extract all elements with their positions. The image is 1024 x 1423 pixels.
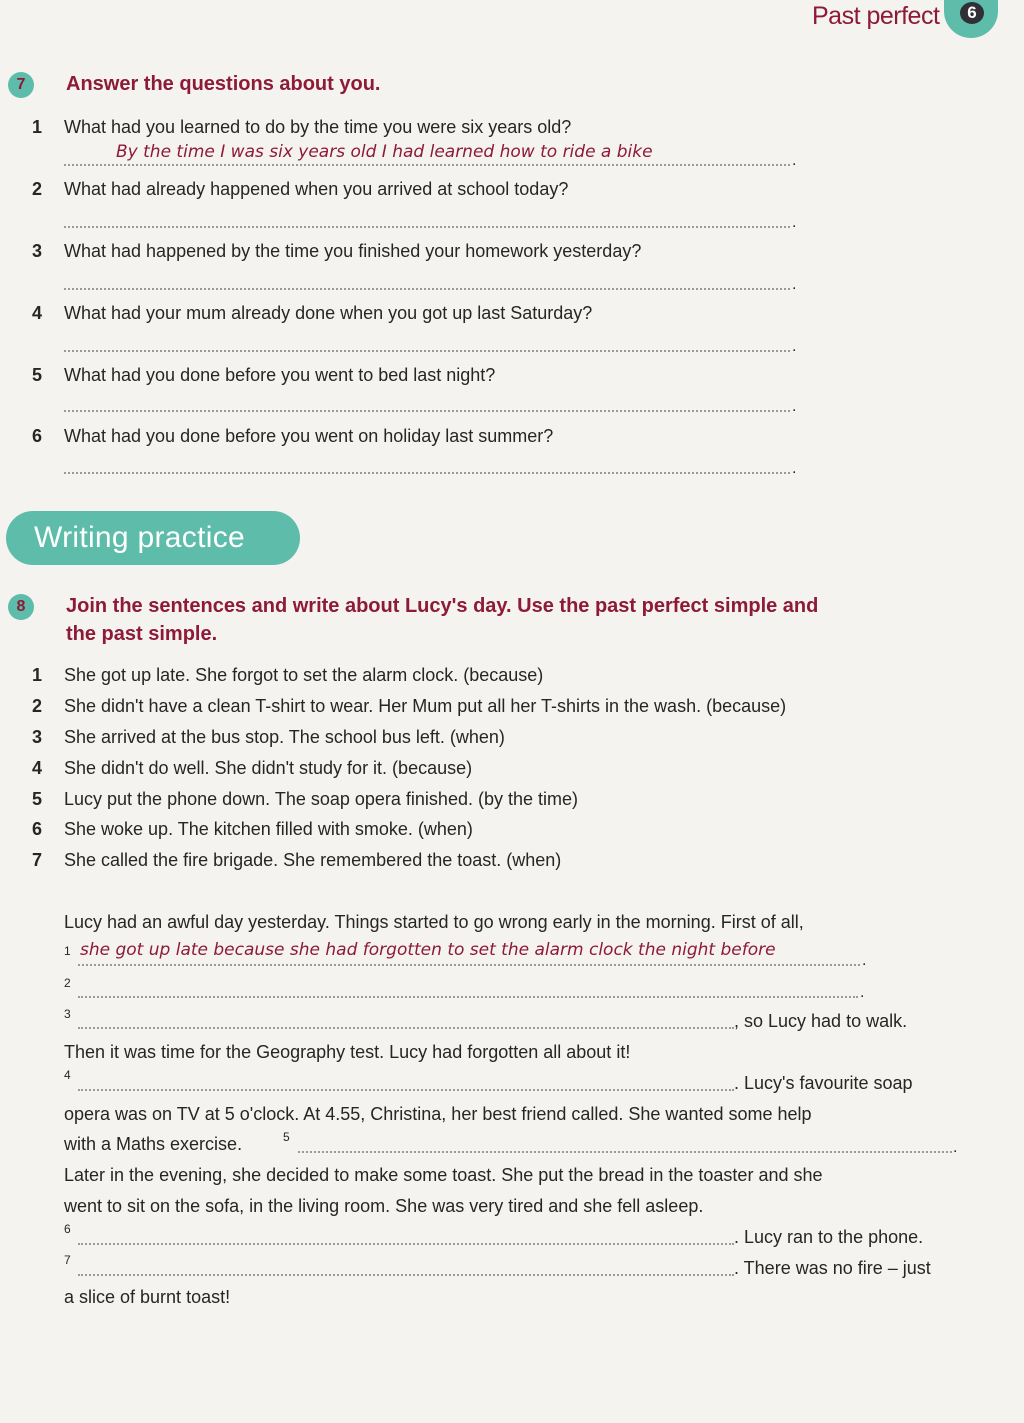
item-4-text: She didn't do well. She didn't study for it. (because) [64, 758, 473, 778]
question-4-number: 4 [32, 303, 43, 323]
story-gap-6-line[interactable] [78, 1243, 734, 1245]
question-1-answer: By the time I was six years old I had learned how to ride a bike [116, 142, 653, 162]
story-evening-line-2: went to sit on the sofa, in the living room. She was very tired and she fell asleep. [64, 1196, 704, 1216]
question-2-number: 2 [32, 179, 43, 199]
story-opera-line: opera was on TV at 5 o'clock. At 4.55, Christina, her best friend called. She wanted some help [64, 1104, 812, 1124]
section-header-pill [6, 511, 300, 565]
exercise-8-number: 8 [8, 594, 34, 620]
story-gap-7-line[interactable] [78, 1274, 734, 1276]
story-gap-5-number: 5 [283, 1130, 290, 1144]
exercise-7-number: 7 [8, 72, 34, 98]
item-5-text: Lucy put the phone down. The soap opera finished. (by the time) [64, 789, 578, 809]
story-gap-7-number: 7 [64, 1253, 71, 1267]
story-gap-1-line[interactable] [78, 964, 860, 966]
item-7-text: She called the fire brigade. She remembered the toast. (when) [64, 850, 562, 870]
item-7-number: 7 [32, 850, 43, 870]
story-geography-line: Then it was time for the Geography test. Lucy had forgotten all about it! [64, 1042, 631, 1062]
question-2-answer-line[interactable] [64, 226, 790, 228]
story-gap-1-number: 1 [64, 944, 71, 958]
story-evening-line-1: Later in the evening, she decided to make some toast. She put the bread in the toaster and she [64, 1165, 823, 1185]
question-4-text: What had your mum already done when you got up last Saturday? [64, 303, 593, 323]
story-intro: Lucy had an awful day yesterday. Things started to go wrong early in the morning. First of all, [64, 912, 804, 932]
item-2-number: 2 [32, 696, 43, 716]
question-1-number: 1 [32, 117, 43, 137]
story-after-gap-7: . There was no fire – just [734, 1258, 931, 1278]
question-2-text: What had already happened when you arrived at school today? [64, 179, 569, 199]
exercise-8-title-line-1: Join the sentences and write about Lucy's day. Use the past perfect simple and [66, 595, 819, 617]
story-gap-2-number: 2 [64, 976, 71, 990]
page-header-title: Past perfect [812, 2, 940, 30]
story-after-gap-6: . Lucy ran to the phone. [734, 1227, 924, 1247]
story-gap-3-line[interactable] [78, 1027, 734, 1029]
question-6-number: 6 [32, 426, 43, 446]
item-1-text: She got up late. She forgot to set the alarm clock. (because) [64, 665, 544, 685]
item-2-text: She didn't have a clean T-shirt to wear. Her Mum put all her T-shirts in the wash. (because) [64, 696, 787, 716]
item-6-number: 6 [32, 819, 43, 839]
question-5-number: 5 [32, 365, 43, 385]
question-1-text: What had you learned to do by the time you were six years old? [64, 117, 572, 137]
story-gap-4-number: 4 [64, 1068, 71, 1082]
unit-number-badge: 6 [960, 2, 984, 24]
story-answer-1: she got up late because she had forgotten to set the alarm clock the night before [80, 940, 776, 960]
story-after-gap-3: , so Lucy had to walk. [734, 1011, 908, 1031]
story-after-gap-4: . Lucy's favourite soap [734, 1073, 913, 1093]
item-1-number: 1 [32, 665, 43, 685]
question-4-answer-line[interactable] [64, 350, 790, 352]
story-gap-4-line[interactable] [78, 1089, 734, 1091]
question-5-text: What had you done before you went to bed last night? [64, 365, 496, 385]
exercise-8-title-line-2: the past simple. [66, 623, 218, 645]
question-6-text: What had you done before you went on holiday last summer? [64, 426, 554, 446]
story-gap-5-line[interactable] [298, 1151, 952, 1153]
question-1-answer-line[interactable] [64, 164, 790, 166]
question-6-answer-line[interactable] [64, 472, 790, 474]
story-gap-2-line[interactable] [78, 996, 858, 998]
exercise-7-title: Answer the questions about you. [66, 73, 381, 95]
item-3-number: 3 [32, 727, 43, 747]
question-3-number: 3 [32, 241, 43, 261]
story-maths-line: with a Maths exercise. [64, 1134, 243, 1154]
story-gap-3-number: 3 [64, 1007, 71, 1021]
section-title: Writing practice [34, 521, 245, 554]
item-3-text: She arrived at the bus stop. The school bus left. (when) [64, 727, 505, 747]
question-5-answer-line[interactable] [64, 410, 790, 412]
question-3-answer-line[interactable] [64, 288, 790, 290]
story-closing-line: a slice of burnt toast! [64, 1287, 231, 1307]
workbook-page: Past perfect 6 7 Answer the questions about you. 1 What had you learned to do by the time you were six years old? By the time I was six years old I had learned how to ride a bike . 2 What had already happened when you arrived at school today? . 3 What had happened by the time you finished your homework yesterday? . 4 What had your mum already done when you got up last Saturday? . 5 What had you done before you went to bed last night? . 6 What had you done before you went on holiday last summer? . Writing practice 8 Join the sentences and write about Lucy's day. Use the past perfect simple and the past simple. 1 She got up late. She forgot to set the alarm clock. (because) 2 She didn't have a clean T-shirt to wear. Her Mum put all her T-shirts in the wash. (because) 3 She arrived at the bus stop. The school bus left. (when) 4 She didn't do well. She didn't study for it. (because) 5 Lucy put the phone down. The soap opera finished. (by the time) 6 She woke up. The kitchen filled with smoke. (when) 7 She called the fire brigade. She remembered the toast. (when) Lucy had an awful day yesterday. Things started to go wrong early in the morning. First of all, 1 she got up late because she had forgotten to set the alarm clock the night before . 2 . 3 , so Lucy had to walk. Then it was time for the Geography test. Lucy had forgotten all about it! 4 . Lucy's favourite soap opera was on TV at 5 o'clock. At 4.55, Christina, her best friend called. She wanted some help with a Maths exercise. 5 . Later in the evening, she decided to make some toast. She put the bread in the toaster and she went to sit on the sofa, in the living room. She was very tired and she fell asleep. 6 . Lucy ran to the phone. 7 . There was no fire – just a slice of burnt toast! [0, 0, 1024, 1423]
item-5-number: 5 [32, 789, 43, 809]
question-3-text: What had happened by the time you finished your homework yesterday? [64, 241, 642, 261]
item-4-number: 4 [32, 758, 43, 778]
item-6-text: She woke up. The kitchen filled with smoke. (when) [64, 819, 473, 839]
story-gap-6-number: 6 [64, 1222, 71, 1236]
